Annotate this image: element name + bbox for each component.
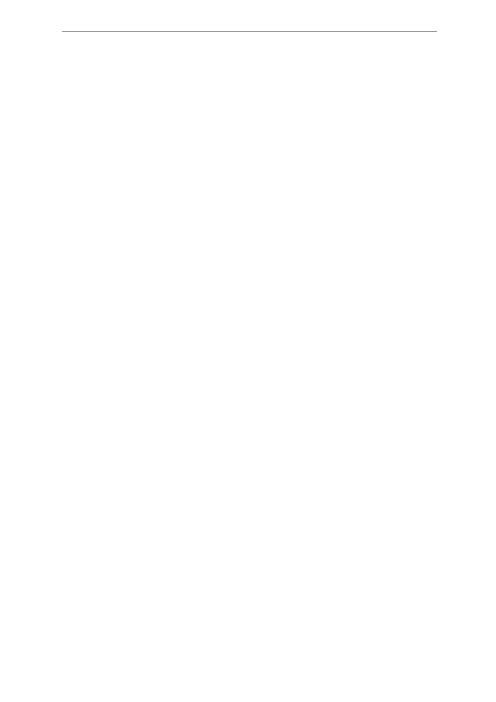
header-rule bbox=[62, 31, 437, 32]
